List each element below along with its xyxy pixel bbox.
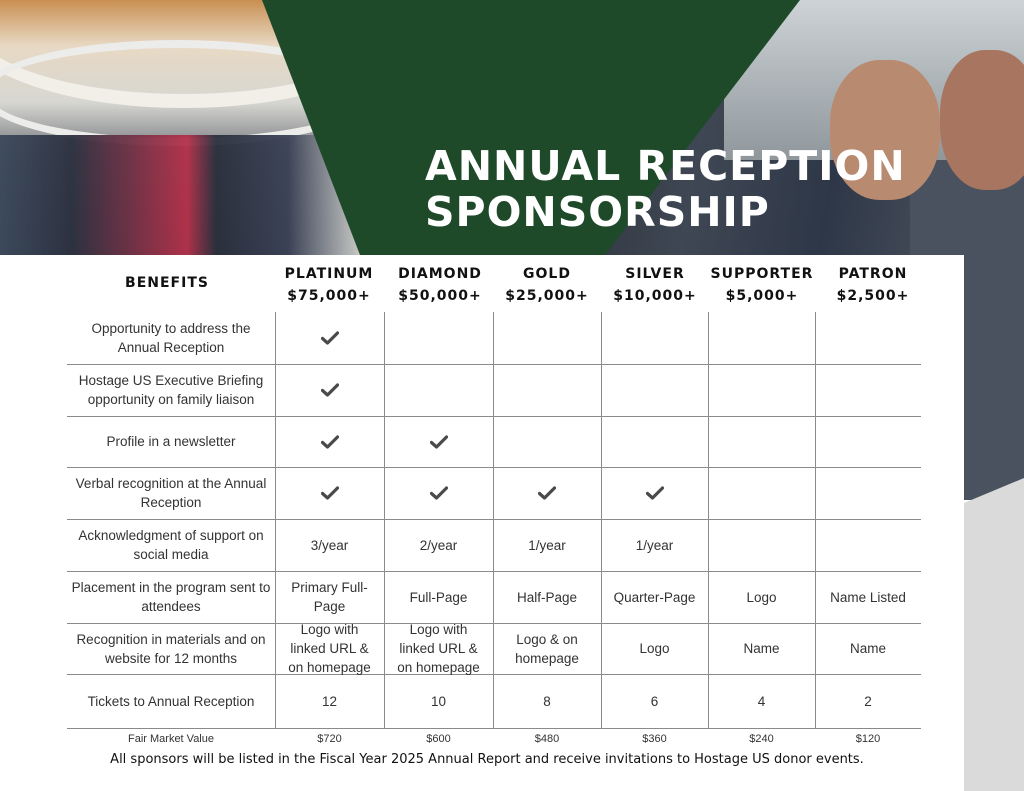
benefit-value xyxy=(815,467,921,519)
benefit-value xyxy=(708,519,815,571)
benefit-value xyxy=(708,364,815,416)
table-row xyxy=(67,623,921,675)
decorative-gray-shape-right xyxy=(964,478,1024,791)
benefit-value xyxy=(708,416,815,467)
checkmark-icon xyxy=(275,467,384,519)
benefit-value: 8 xyxy=(543,693,551,709)
tier-name: SUPPORTER xyxy=(710,266,814,282)
table-row xyxy=(67,467,921,520)
tier-name: PLATINUM xyxy=(284,266,374,282)
benefit-value: Logo & on homepage xyxy=(515,631,579,666)
tier-name: DIAMOND xyxy=(398,266,482,282)
benefit-value xyxy=(601,364,708,416)
tier-name: SILVER xyxy=(625,266,685,282)
benefit-label: Opportunity to address the Annual Reception xyxy=(91,321,251,355)
benefit-value xyxy=(384,312,493,364)
benefit-value xyxy=(708,467,815,519)
benefit-value xyxy=(493,312,601,364)
benefit-value: 4 xyxy=(757,693,766,709)
benefit-value xyxy=(601,416,708,467)
tier-name: PATRON xyxy=(838,266,908,282)
table-row xyxy=(67,312,921,365)
checkmark-icon xyxy=(601,467,708,519)
column-divider xyxy=(384,312,385,728)
benefit-value: 12 xyxy=(321,693,338,709)
fair-market-value: $120 xyxy=(855,733,881,745)
fair-market-value: $720 xyxy=(317,733,342,745)
footer-note: All sponsors will be listed in the Fiscal Year 2025 Annual Report and receive invitations to Hostage US donor events. xyxy=(110,752,864,767)
benefit-label: Profile in a newsletter xyxy=(106,434,236,449)
tier-header-supporter xyxy=(707,263,817,307)
benefit-value xyxy=(601,312,708,364)
checkmark-icon xyxy=(275,312,384,364)
fair-market-value: $480 xyxy=(534,733,560,745)
checkmark-icon xyxy=(384,467,493,519)
benefit-value: 2/year xyxy=(419,537,458,553)
column-divider xyxy=(493,312,494,728)
benefit-label: Verbal recognition at the Annual Reception xyxy=(75,476,267,510)
benefit-value: 1/year xyxy=(635,537,674,553)
tier-header-gold xyxy=(492,263,602,307)
benefit-value: Logo xyxy=(639,641,670,656)
column-divider xyxy=(601,312,602,728)
benefit-value xyxy=(493,416,601,467)
tier-header-patron xyxy=(818,263,928,307)
benefit-label: Recognition in materials and on website for 12 months xyxy=(76,631,266,666)
checkmark-icon xyxy=(384,416,493,467)
checkmark-icon xyxy=(493,467,601,519)
benefit-value: 10 xyxy=(430,693,447,709)
benefit-value: Name Listed xyxy=(830,589,906,605)
benefit-value xyxy=(815,519,921,571)
benefit-value xyxy=(815,364,921,416)
fair-market-value: $360 xyxy=(642,733,667,745)
benefit-value xyxy=(384,364,493,416)
title-line-1: ANNUAL RECEPTION xyxy=(425,142,906,190)
tier-header-diamond xyxy=(385,263,495,307)
table-row xyxy=(67,519,921,572)
benefit-value xyxy=(708,312,815,364)
benefit-label: Acknowledgment of support on social media xyxy=(78,528,264,562)
fair-market-value: $240 xyxy=(749,733,774,745)
checkmark-icon xyxy=(275,416,384,467)
tier-price: $5,000+ xyxy=(725,288,799,304)
table-row xyxy=(67,364,921,417)
column-divider xyxy=(708,312,709,728)
benefit-value: Logo with linked URL & on homepage xyxy=(288,622,371,675)
tier-name: GOLD xyxy=(523,266,571,282)
fair-market-value-label: Fair Market Value xyxy=(128,733,214,745)
benefit-value: Full-Page xyxy=(409,589,468,605)
benefit-value: Name xyxy=(849,641,886,656)
tier-price: $25,000+ xyxy=(505,288,589,304)
benefit-value: 2 xyxy=(864,693,872,709)
benefit-value: 6 xyxy=(650,693,659,709)
checkmark-icon xyxy=(275,364,384,416)
benefit-value xyxy=(815,312,921,364)
benefits-header: BENEFITS xyxy=(125,275,209,291)
benefit-value: Half-Page xyxy=(516,589,578,605)
tier-price: $75,000+ xyxy=(287,288,371,304)
column-divider xyxy=(815,312,816,728)
benefit-label: Placement in the program sent to attendees xyxy=(71,580,271,614)
tier-price: $10,000+ xyxy=(613,288,697,304)
benefit-label: Hostage US Executive Briefing opportunity on family liaison xyxy=(78,373,264,407)
benefit-label: Tickets to Annual Reception xyxy=(87,693,255,709)
benefit-value: Primary Full-Page xyxy=(291,580,368,614)
benefit-value xyxy=(815,416,921,467)
table-row xyxy=(67,416,921,468)
tier-price: $50,000+ xyxy=(398,288,482,304)
tier-price: $2,500+ xyxy=(836,288,910,304)
table-row xyxy=(67,571,921,624)
page-title xyxy=(425,143,906,235)
benefit-value: 3/year xyxy=(310,537,349,553)
benefit-value xyxy=(493,364,601,416)
benefit-value: Name xyxy=(743,641,780,656)
tier-header-platinum xyxy=(274,263,384,307)
benefit-value: Logo with linked URL & on homepage xyxy=(397,622,480,675)
column-divider xyxy=(275,312,276,728)
fair-market-value: $600 xyxy=(426,733,451,745)
tier-header-silver xyxy=(600,263,710,307)
title-line-2: SPONSORSHIP xyxy=(425,188,770,236)
table-row xyxy=(67,674,921,729)
benefit-value: Quarter-Page xyxy=(613,589,696,605)
benefit-value: 1/year xyxy=(528,537,566,553)
benefit-value: Logo xyxy=(746,589,777,605)
